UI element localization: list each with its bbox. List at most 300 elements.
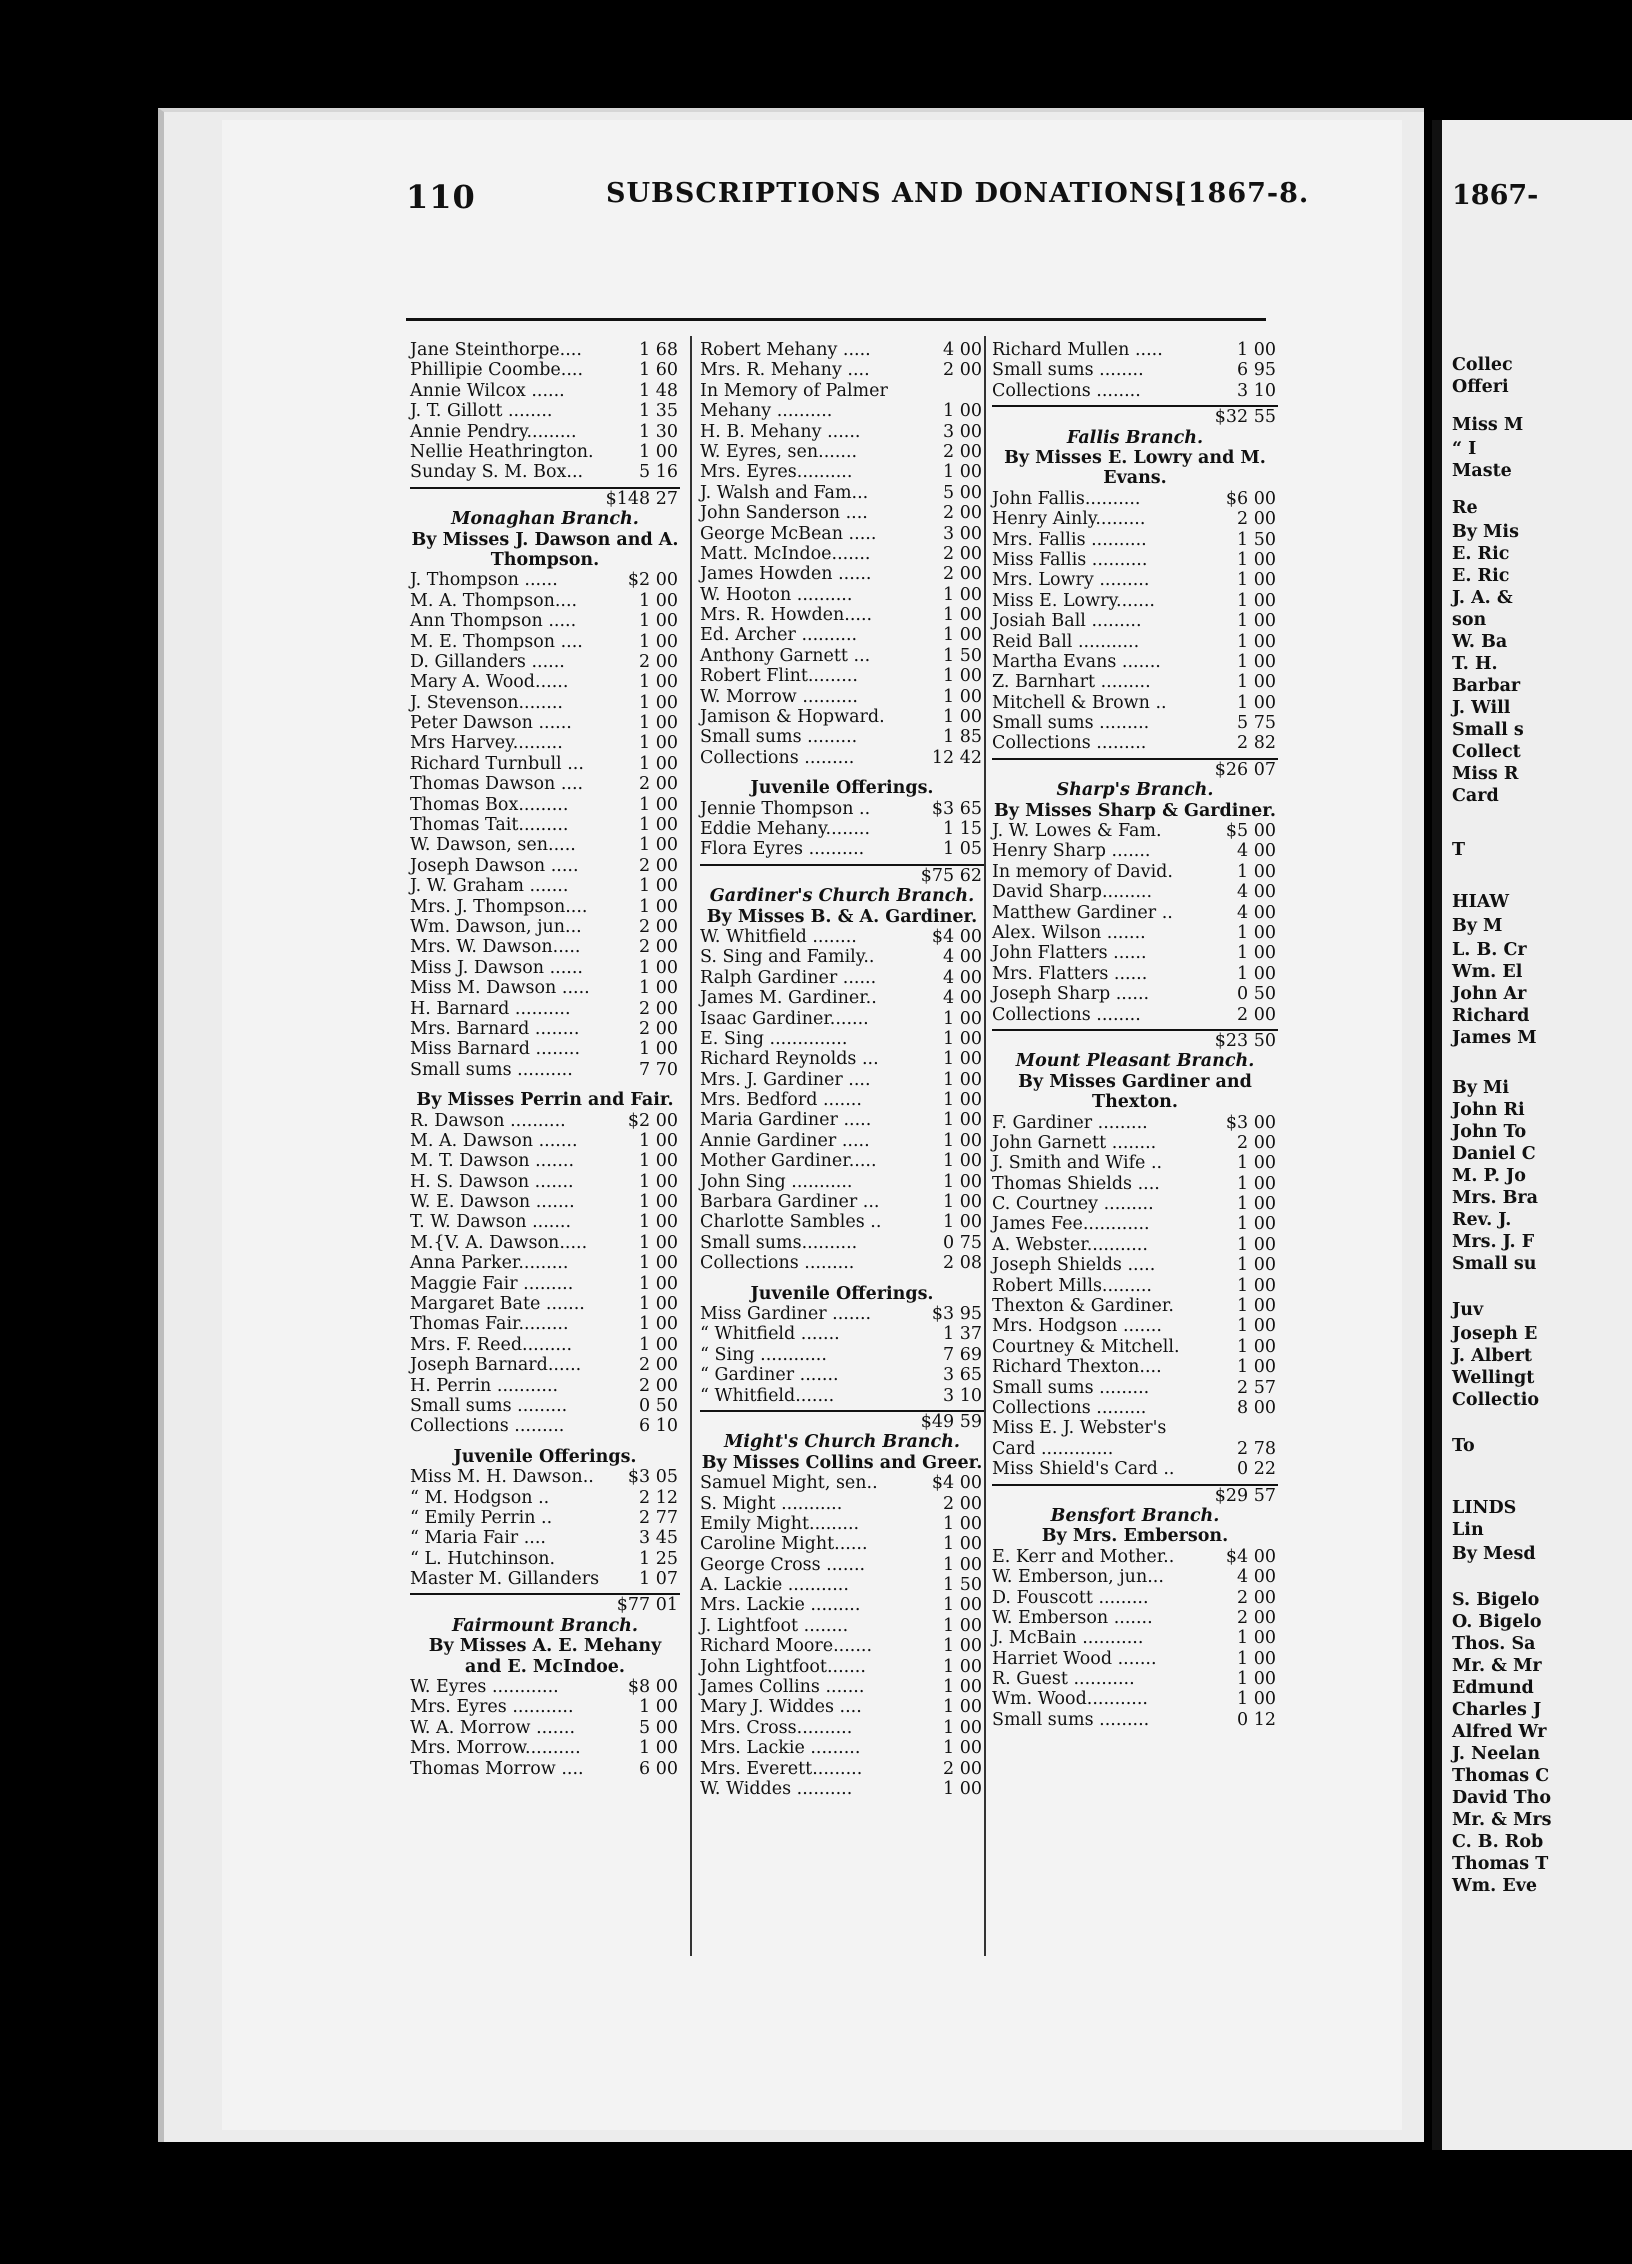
donor-name: Mrs. Flatters ...... [992, 963, 1148, 984]
donation-amount: 1 50 [1237, 529, 1276, 550]
donor-name: J. Walsh and Fam... [700, 482, 869, 503]
donation-amount: 2 00 [1237, 1607, 1276, 1628]
donation-amount: 2 00 [1237, 509, 1276, 530]
donation-amount: $3 00 [1225, 1112, 1276, 1133]
donor-name: Mrs. R. Howden..... [700, 605, 873, 626]
donation-amount: 1 00 [639, 733, 678, 754]
donation-row [992, 964, 1278, 984]
donation-row [410, 1019, 680, 1039]
donor-name: Mrs. J. Thompson.... [410, 896, 588, 917]
donation-amount: 4 00 [1237, 902, 1276, 923]
right-page-line: Alfred Wr [1452, 1722, 1547, 1742]
donation-amount: 2 00 [943, 441, 982, 462]
donor-name: W. Eyres, sen....... [700, 441, 858, 462]
donation-amount: 1 00 [639, 1171, 678, 1192]
donation-row [992, 530, 1278, 550]
donation-amount: 1 00 [943, 1008, 982, 1029]
donation-row [700, 1555, 984, 1575]
donation-amount: 1 00 [943, 605, 982, 626]
donation-amount: 1 30 [639, 421, 678, 442]
branch-heading: Fallis Branch. [1066, 427, 1204, 448]
donor-name: Mrs. Lowry ......... [992, 570, 1150, 591]
branch-heading: Sharp's Branch. [1056, 780, 1214, 801]
donation-row [410, 1355, 680, 1375]
donation-row [700, 666, 984, 686]
spacer [700, 1274, 984, 1284]
donor-name: Mrs. Fallis .......... [992, 529, 1147, 550]
donation-amount: 1 00 [1237, 1648, 1276, 1669]
page-title: SUBSCRIPTIONS AND DONATIONS. [606, 178, 1185, 209]
donation-row [992, 611, 1278, 631]
donor-name: Thomas Dawson .... [410, 774, 584, 795]
right-page-line: S. Bigelo [1452, 1590, 1540, 1610]
donation-amount: 1 50 [943, 1575, 982, 1596]
donation-row [410, 815, 680, 835]
donation-row [700, 968, 984, 988]
donation-row [700, 1090, 984, 1110]
donation-amount: 2 00 [943, 1758, 982, 1779]
donation-row [992, 1418, 1278, 1438]
donation-amount: 1 00 [943, 1151, 982, 1172]
donor-name: Small sums ........ [992, 360, 1144, 381]
donor-name: W. A. Morrow ....... [410, 1717, 576, 1738]
donation-row [700, 381, 984, 401]
donor-name: Mrs. F. Reed......... [410, 1334, 573, 1355]
right-page-line: James M [1452, 1028, 1537, 1048]
donation-row [700, 1494, 984, 1514]
donation-amount: 1 00 [639, 692, 678, 713]
donation-amount: $8 00 [627, 1677, 678, 1698]
donor-name: J. Lightfoot ........ [700, 1615, 849, 1636]
donation-row [700, 544, 984, 564]
donor-name: C. Courtney ......... [992, 1194, 1154, 1215]
right-page-line: Wm. Eve [1452, 1876, 1537, 1896]
donation-amount: 1 00 [943, 1171, 982, 1192]
page-number: 110 [406, 178, 476, 216]
donation-amount: 0 50 [639, 1395, 678, 1416]
donor-name: Mother Gardiner..... [700, 1151, 877, 1172]
spacer [410, 1080, 680, 1090]
donation-row [410, 978, 680, 998]
donation-amount: 1 00 [943, 1513, 982, 1534]
donor-name: R. Guest ........... [992, 1669, 1135, 1690]
donor-name: Thomas Morrow .... [410, 1758, 584, 1779]
right-page-line: By Mesd [1452, 1544, 1536, 1564]
donation-amount: 1 00 [943, 1717, 982, 1738]
donation-amount: 1 00 [639, 1253, 678, 1274]
donation-amount: 1 00 [639, 1697, 678, 1718]
donation-row [992, 632, 1278, 652]
donor-name: John Flatters ...... [992, 943, 1147, 964]
donation-row [410, 1488, 680, 1508]
donation-amount: 1 00 [943, 462, 982, 483]
donation-amount: 1 00 [639, 835, 678, 856]
donation-amount: 1 85 [943, 727, 982, 748]
donation-amount: 1 00 [943, 1697, 982, 1718]
donation-row [410, 1528, 680, 1548]
donation-amount: 1 00 [1237, 1214, 1276, 1235]
donation-row [410, 422, 680, 442]
donor-name: W. Whitfield ........ [700, 926, 857, 947]
donor-name: Thexton & Gardiner. [992, 1296, 1174, 1317]
donation-row [700, 1677, 984, 1697]
right-page-line: Collect [1452, 742, 1521, 762]
donor-name: T. W. Dawson ....... [410, 1212, 572, 1233]
donation-amount: 2 00 [943, 360, 982, 381]
donor-name: Small sums.......... [700, 1232, 858, 1253]
donation-amount: 1 00 [639, 815, 678, 836]
donation-amount: 0 75 [943, 1232, 982, 1253]
donation-row [992, 1296, 1278, 1316]
donation-amount: 1 00 [1237, 590, 1276, 611]
donation-row [410, 1060, 680, 1080]
donation-row [992, 984, 1278, 1004]
donation-amount: 1 00 [943, 1615, 982, 1636]
donation-row [992, 1710, 1278, 1730]
donor-name: Small sums ......... [700, 727, 858, 748]
column-divider [690, 336, 692, 1956]
donor-name: Flora Eyres .......... [700, 839, 865, 860]
right-page-line: By Mis [1452, 522, 1519, 542]
donation-amount: 1 00 [1237, 692, 1276, 713]
donation-row [700, 819, 984, 839]
donor-name: Emily Might......... [700, 1513, 860, 1534]
donation-row [992, 652, 1278, 672]
donation-row [700, 839, 984, 859]
donor-name: W. Widdes .......... [700, 1778, 853, 1799]
donor-name: H. Barnard .......... [410, 998, 571, 1019]
right-page-line: Charles J [1452, 1700, 1542, 1720]
donation-amount: 1 00 [943, 1636, 982, 1657]
donor-name: John Sanderson .... [700, 503, 868, 524]
donation-row [410, 917, 680, 937]
donor-name: Annie Gardiner ..... [700, 1130, 870, 1151]
right-page-line: John Ri [1452, 1100, 1525, 1120]
donor-name: John Fallis.......... [992, 488, 1141, 509]
collectors-line: By Misses B. & A. Gardiner. [706, 906, 978, 927]
section-subheading: Juvenile Offerings. [750, 778, 934, 799]
header-rule [406, 318, 1266, 321]
donation-row [410, 856, 680, 876]
donation-amount: 2 00 [639, 937, 678, 958]
donor-name: M. A. Thompson.... [410, 590, 578, 611]
donation-amount: 1 00 [943, 1049, 982, 1070]
donation-amount: $4 00 [1225, 1546, 1276, 1567]
donation-amount: 8 00 [1237, 1398, 1276, 1418]
donation-amount: 1 00 [1237, 549, 1276, 570]
right-page-line: HIAW [1452, 892, 1510, 912]
donation-amount: 1 00 [943, 666, 982, 687]
donor-name: Mrs. Barnard ........ [410, 1018, 580, 1039]
donor-name: Card ............. [992, 1438, 1114, 1459]
donation-amount: 1 00 [639, 1130, 678, 1151]
donation-amount: 1 00 [639, 1294, 678, 1315]
donor-name: Phillipie Coombe.... [410, 360, 584, 381]
donation-row [992, 733, 1278, 753]
spacer [700, 768, 984, 778]
donation-row [700, 1386, 984, 1406]
donation-row [992, 1649, 1278, 1669]
right-page-line: W. Ba [1452, 632, 1508, 652]
donation-row [992, 1398, 1278, 1418]
right-page-line: Small su [1452, 1254, 1537, 1274]
donor-name: Mrs. R. Mehany .... [700, 360, 870, 381]
donation-amount: 1 00 [639, 876, 678, 897]
donor-name: Isaac Gardiner....... [700, 1008, 869, 1029]
donor-name: Martha Evans ....... [992, 651, 1161, 672]
donor-name: Miss E. Lowry....... [992, 590, 1155, 611]
donor-name: Richard Thexton.... [992, 1357, 1162, 1378]
donor-name: “ Sing ............ [700, 1344, 827, 1365]
donor-name: J. Smith and Wife .. [992, 1153, 1163, 1174]
donor-name: Mary A. Wood...... [410, 672, 569, 693]
donor-name: J. T. Gillott ........ [410, 401, 553, 422]
donation-amount: $4 00 [931, 926, 982, 947]
right-page-line: To [1452, 1436, 1475, 1456]
donation-amount: 1 00 [1237, 611, 1276, 632]
donation-amount: 2 78 [1237, 1438, 1276, 1459]
donor-name: In Memory of Palmer [700, 380, 888, 401]
donation-row [410, 1172, 680, 1192]
donation-amount: 2 82 [1237, 733, 1276, 754]
donation-row [700, 927, 984, 947]
donation-amount: 1 05 [943, 839, 982, 860]
donor-name: Miss E. J. Webster's [992, 1418, 1167, 1439]
donation-row [700, 442, 984, 462]
donor-name: Henry Sharp ....... [992, 841, 1151, 862]
donor-name: Annie Wilcox ...... [410, 380, 565, 401]
donor-name: Caroline Might...... [700, 1534, 868, 1555]
donation-row [700, 947, 984, 967]
donation-row [992, 1113, 1278, 1133]
donation-row [410, 1549, 680, 1569]
donation-row [410, 713, 680, 733]
donor-name: Miss Fallis .......... [992, 549, 1148, 570]
donor-name: George Cross ....... [700, 1554, 866, 1575]
donation-amount: 1 00 [1237, 1628, 1276, 1649]
donation-row [700, 1473, 984, 1493]
donation-row [992, 509, 1278, 529]
branch-total: $49 59 [700, 1410, 984, 1432]
donor-name: James Howden ...... [700, 564, 872, 585]
right-page-line: Barbar [1452, 676, 1521, 696]
donor-name: Miss J. Dawson ...... [410, 957, 583, 978]
donation-row [410, 1697, 680, 1717]
donation-amount: 2 00 [1237, 1132, 1276, 1153]
right-page-line: Wellingt [1452, 1368, 1535, 1388]
donation-amount: 1 00 [639, 713, 678, 734]
donation-amount: 1 00 [943, 584, 982, 605]
donation-amount: 0 22 [1237, 1459, 1276, 1480]
donation-row [410, 754, 680, 774]
donor-name: “ Whitfield ....... [700, 1324, 840, 1345]
donor-name: Robert Mehany ..... [700, 340, 871, 360]
donation-amount: 2 00 [1237, 1587, 1276, 1608]
donor-name: Peter Dawson ...... [410, 713, 572, 734]
donor-name: Miss M. Dawson ..... [410, 978, 590, 999]
donation-amount: 1 00 [639, 672, 678, 693]
donation-row [992, 1547, 1278, 1567]
donor-name: Alex. Wilson ....... [992, 922, 1146, 943]
donation-row [992, 1459, 1278, 1479]
right-page-line: David Tho [1452, 1788, 1552, 1808]
donor-name: W. Hooton .......... [700, 584, 853, 605]
donation-amount: 1 00 [1237, 1153, 1276, 1174]
donation-row [992, 1214, 1278, 1234]
donation-row [700, 462, 984, 482]
donor-name: “ Whitfield....... [700, 1385, 835, 1406]
right-page-line: son [1452, 610, 1487, 630]
donor-name: Wm. Wood........... [992, 1689, 1148, 1710]
donation-row [700, 748, 984, 768]
donor-name: Small sums ......... [992, 1377, 1150, 1398]
donation-row [992, 1153, 1278, 1173]
right-page-line: O. Bigelo [1452, 1612, 1542, 1632]
right-page-line: C. B. Rob [1452, 1832, 1544, 1852]
collectors-line: By Misses Collins and Greer. [701, 1452, 983, 1473]
donor-name: Richard Moore....... [700, 1636, 873, 1657]
donation-row [992, 550, 1278, 570]
branch-heading: Fairmount Branch. [451, 1615, 639, 1636]
donor-name: Margaret Bate ....... [410, 1294, 585, 1315]
donor-name: H. B. Mehany ...... [700, 421, 861, 442]
donor-name: Mitchell & Brown .. [992, 692, 1167, 713]
donor-name: Barbara Gardiner ... [700, 1192, 880, 1213]
right-page-line: E. Ric [1452, 566, 1510, 586]
right-page-line: Daniel C [1452, 1144, 1536, 1164]
donation-amount: 1 25 [639, 1548, 678, 1569]
right-page-line: Mr. & Mrs [1452, 1810, 1552, 1830]
donor-name: H. Perrin ........... [410, 1375, 559, 1396]
donation-row [410, 1677, 680, 1697]
branch-total: $26 07 [992, 758, 1278, 780]
donor-name: Samuel Might, sen.. [700, 1473, 878, 1494]
donor-name: Small sums ......... [992, 713, 1150, 734]
donor-name: A. Lackie ........... [700, 1575, 849, 1596]
donation-amount: 1 00 [1237, 1173, 1276, 1194]
donation-amount: 1 00 [943, 1778, 982, 1799]
donation-row [700, 524, 984, 544]
donor-name: Jennie Thompson .. [700, 798, 871, 819]
donation-row [700, 1779, 984, 1799]
donation-row [700, 1636, 984, 1656]
donation-amount: 1 00 [1237, 570, 1276, 591]
donation-amount: 4 00 [943, 340, 982, 360]
donation-amount: 4 00 [1237, 882, 1276, 903]
donation-row [992, 1255, 1278, 1275]
donation-row [410, 774, 680, 794]
donation-amount: 3 45 [639, 1528, 678, 1549]
donation-row [700, 687, 984, 707]
donation-amount: 3 10 [943, 1385, 982, 1406]
donation-amount: 1 00 [1237, 922, 1276, 943]
donor-name: Small sums ......... [410, 1395, 568, 1416]
donor-name: Ralph Gardiner ...... [700, 967, 877, 988]
donor-name: Ed. Archer .......... [700, 625, 858, 646]
donor-name: Matthew Gardiner .. [992, 902, 1173, 923]
donation-amount: 2 00 [1237, 1004, 1276, 1025]
donation-amount: 1 00 [639, 1314, 678, 1335]
donation-amount: 1 00 [639, 978, 678, 999]
right-page-line: By M [1452, 916, 1503, 936]
donor-name: R. Dawson .......... [410, 1110, 566, 1131]
donor-name: Mrs. W. Dawson..... [410, 937, 581, 958]
donation-amount: 1 00 [1237, 1234, 1276, 1255]
donor-name: Small sums ......... [992, 1709, 1150, 1730]
right-page-line: J. Neelan [1452, 1744, 1541, 1764]
donation-row [992, 862, 1278, 882]
page-year: [1867-8. [1174, 178, 1310, 209]
donation-row [992, 1133, 1278, 1153]
donor-name: David Sharp......... [992, 882, 1153, 903]
donor-name: Robert Flint......... [700, 666, 858, 687]
donation-row [700, 1365, 984, 1385]
right-page-line: Richard [1452, 1006, 1530, 1026]
right-page-line: Juv [1452, 1300, 1484, 1320]
donor-name: M. E. Thompson .... [410, 631, 583, 652]
donation-row [410, 1111, 680, 1131]
donation-row [700, 1324, 984, 1344]
donor-name: Maria Gardiner ..... [700, 1110, 872, 1131]
donation-row [410, 795, 680, 815]
donation-amount: 5 00 [943, 482, 982, 503]
donation-row [992, 340, 1278, 360]
donation-row [700, 1131, 984, 1151]
donation-row [992, 693, 1278, 713]
collectors-line: By Misses Perrin and Fair. [416, 1090, 674, 1111]
donation-amount: 1 00 [943, 625, 982, 646]
right-page-line: Joseph E [1452, 1324, 1538, 1344]
branch-total: $148 27 [410, 487, 680, 509]
donation-amount: 1 00 [639, 631, 678, 652]
donation-amount: 1 00 [1237, 1357, 1276, 1378]
donation-amount: 1 00 [1237, 1316, 1276, 1337]
donation-amount: $3 65 [931, 798, 982, 819]
donation-amount: 1 00 [639, 1738, 678, 1759]
donation-amount: 3 10 [1237, 380, 1276, 401]
donation-amount: 2 00 [639, 1375, 678, 1396]
donation-amount: 1 00 [943, 1192, 982, 1213]
donation-row [410, 1151, 680, 1171]
donor-name: Mrs. Morrow.......... [410, 1738, 581, 1759]
column-3 [992, 340, 1278, 1730]
donor-name: E. Sing .............. [700, 1028, 848, 1049]
donation-amount: 1 60 [639, 360, 678, 381]
donor-name: Mrs Harvey......... [410, 733, 563, 754]
donation-amount: 1 00 [943, 1069, 982, 1090]
donation-row [410, 652, 680, 672]
donation-amount: 2 08 [943, 1253, 982, 1274]
donation-row [992, 591, 1278, 611]
donation-row [992, 1194, 1278, 1214]
donation-row [410, 958, 680, 978]
donation-amount: 2 77 [639, 1507, 678, 1528]
donation-amount: 1 00 [943, 1677, 982, 1698]
donor-name: D. Fouscott ......... [992, 1587, 1149, 1608]
donation-row [700, 1212, 984, 1232]
donor-name: Miss Shield's Card .. [992, 1459, 1175, 1480]
donation-amount: 1 48 [639, 380, 678, 401]
donation-amount: 3 00 [943, 523, 982, 544]
donation-row [410, 693, 680, 713]
branch-total: $29 57 [992, 1484, 1278, 1506]
donor-name: Thomas Box......... [410, 794, 569, 815]
donation-amount: 1 00 [1237, 1194, 1276, 1215]
donor-name: Miss Gardiner ....... [700, 1303, 872, 1324]
donor-name: J. W. Graham ....... [410, 876, 569, 897]
donor-name: Josiah Ball ......... [992, 611, 1142, 632]
donation-amount: 1 00 [639, 1232, 678, 1253]
